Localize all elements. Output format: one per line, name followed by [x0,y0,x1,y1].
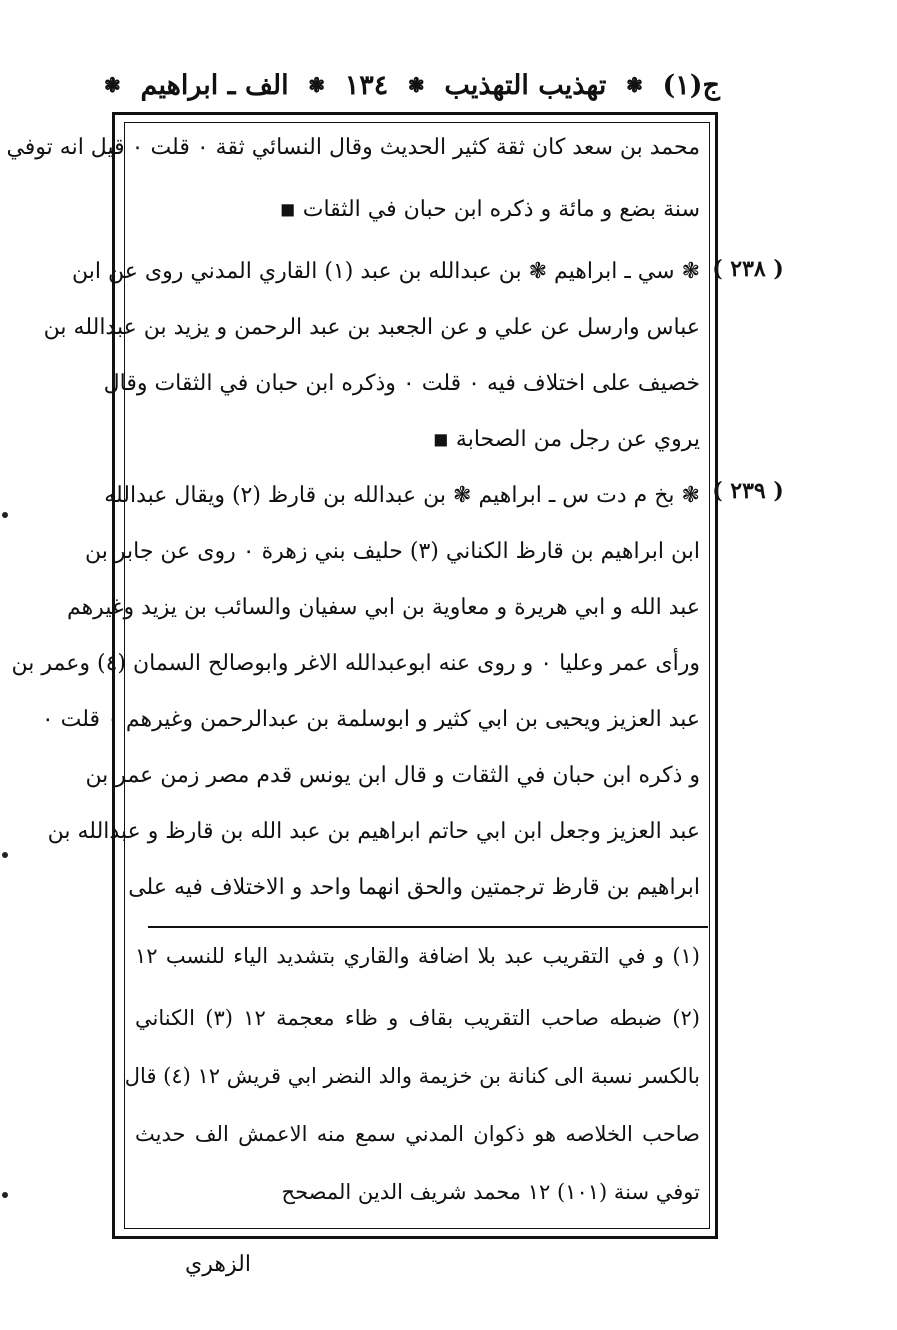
text-line: محمد بن سعد كان ثقة كثير الحديث وقال النسائي ثقة ۰ قلت ۰ قيل انه توفي [6,135,700,160]
footnote-line: بالكسر نسبة الى كنانة بن خزيمة والد النضر ابي قريش ١٢ (٤) قال [124,1064,700,1088]
text-line: سنة بضع و مائة و ذكره ابن حبان في الثقات ◾ [279,197,700,222]
ornament-icon: ❃ [104,73,121,97]
scan-speck [2,852,8,858]
ornament-icon: ❃ [407,73,425,97]
entry-number: ( ٢٣٩ ) [712,478,784,504]
text-line: يروي عن رجل من الصحابة ◾ [432,427,700,452]
text-line: ❃ سي ـ ابراهيم ❃ بن عبدالله بن عبد (١) القاري المدني روى عن ابن [72,259,700,284]
footnote-line: صاحب الخلاصه هو ذكوان المدني سمع منه الاعمش الف حديث [135,1122,700,1146]
volume-label: ج(١) [662,69,720,101]
text-line: عبد العزيز ويحيى بن ابي كثير و ابوسلمة بن عبدالرحمن وغيرهم ۰ قلت ۰ [41,707,700,732]
page-number: ١٣٤ [344,69,389,101]
book-title: تهذيب التهذيب [444,69,607,101]
footnote-line: (٢) ضبطه صاحب التقريب بقاف و ظاء معجمة ١٢ (٣) الكناني [135,1006,700,1030]
ornament-icon: ❃ [626,73,643,97]
text-line: ابراهيم بن قارظ ترجمتين والحق انهما واحد و الاختلاف فيه على [128,875,700,900]
scan-speck [2,512,8,518]
text-line: ابن ابراهيم بن قارظ الكناني (٣) حليف بني زهرة ۰ روى عن جابر بن [85,539,700,564]
ornament-icon: ❃ [308,73,326,97]
section-title: الف ـ ابراهيم [140,69,289,101]
page-header [100,62,720,108]
entry-number: ( ٢٣٨ ) [712,256,784,282]
text-line: خصيف على اختلاف فيه ۰ قلت ۰ وذكره ابن حبان في الثقات وقال [103,371,700,396]
scan-speck [2,1192,8,1198]
text-line: و ذكره ابن حبان في الثقات و قال ابن يونس قدم مصر زمن عمر بن [85,763,700,788]
text-line: ورأى عمر وعليا ۰ و روى عنه ابوعبدالله الاغر وابوصالح السمان (٤) وعمر بن [11,651,700,676]
catchword: الزهري [185,1252,251,1277]
text-line: عباس وارسل عن علي و عن الجعبد بن عبد الرحمن و يزيد بن عبدالله بن [43,315,700,340]
footnote-line: توفي سنة (١٠١) ١٢ محمد شريف الدين المصحح [281,1180,700,1204]
text-line: ❃ بخ م دت س ـ ابراهيم ❃ بن عبدالله بن قارظ (٢) ويقال عبدالله [104,483,700,508]
text-line: عبد العزيز وجعل ابن ابي حاتم ابراهيم بن عبد الله بن قارظ و عبدالله بن [47,819,700,844]
footnote-divider [148,926,708,928]
text-line: عبد الله و ابي هريرة و معاوية بن ابي سفيان والسائب بن يزيد وغيرهم [66,595,700,620]
footnote-line: (١) و في التقريب عبد بلا اضافة والقاري بتشديد الياء للنسب ١٢ [135,944,700,968]
